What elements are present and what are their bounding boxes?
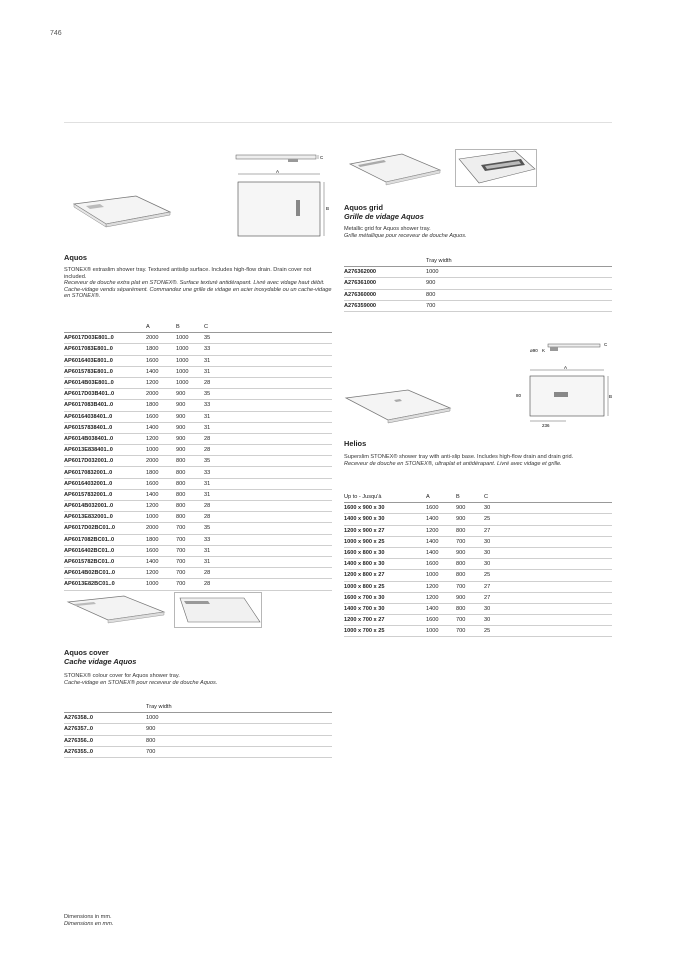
helios-table-cell: 700 [456, 626, 484, 637]
helios-table-cell: 1400 x 800 x 30 [344, 559, 426, 570]
aquos-table-cell: 28 [204, 568, 332, 579]
aquos-grid-col-width: Tray width [426, 256, 612, 267]
footer-fr: Dimensions en mm. [64, 920, 114, 927]
aquos-table-cell: AP6014B02BC01..0 [64, 568, 146, 579]
aquos-table-row [64, 489, 332, 500]
aquos-table-cell: AP6014B038401..0 [64, 433, 146, 444]
aquos-table-cell: 700 [176, 579, 204, 590]
aquos-table-cell: 1400 [146, 422, 176, 433]
aquos-table-cell: 800 [176, 456, 204, 467]
aquos-table-row [64, 579, 332, 590]
aquos-table-cell: 900 [176, 445, 204, 456]
aquos-grid-table [344, 256, 612, 312]
helios-table-cell: 700 [456, 581, 484, 592]
aquos-desc-fr: Receveur de douche extra plat en STONEX®. Surface texturé antidérapant. Livré avec vidage haut débit. Cache-vidage vendu séparément. Commandez une grille de vidage en acier inoxydable ou un cache-vidage en STONEX®. [64, 280, 332, 300]
helios-table-cell: 1200 x 800 x 27 [344, 570, 426, 581]
aquos-table-cell: 35 [204, 523, 332, 534]
helios-table-cell: 30 [484, 547, 612, 558]
aquos-table-cell: 1400 [146, 556, 176, 567]
aquos-cover-desc-en: STONEX® colour cover for Aquos shower tray. [64, 673, 180, 679]
aquos-grid-title-en: Aquos grid [344, 203, 384, 212]
aquos-table-row [64, 545, 332, 556]
helios-table-cell: 30 [484, 615, 612, 626]
aquos-cover-table-header [64, 702, 332, 713]
aquos-table-cell: 28 [204, 445, 332, 456]
aquos-table-cell: AP60157838401..0 [64, 422, 146, 433]
aquos-cover-desc-fr: Cache-vidage en STONEX® pour receveur de douche Aquos. [64, 679, 218, 686]
aquos-table-cell: 1000 [176, 377, 204, 388]
helios-dim-a: A [564, 365, 568, 370]
aquos-grid-table-cell: 800 [426, 289, 612, 300]
aquos-table-cell: 31 [204, 366, 332, 377]
aquos-table-row [64, 478, 332, 489]
helios-table-cell: 30 [484, 503, 612, 514]
aquos-table-cell: 1000 [176, 344, 204, 355]
aquos-table-cell: AP60164032001..0 [64, 478, 146, 489]
aquos-table-cell: 1600 [146, 545, 176, 556]
aquos-cover-table-row [64, 724, 332, 735]
aquos-cover-table-cell: 900 [146, 724, 332, 735]
aquos-table-cell: 2000 [146, 389, 176, 400]
helios-table-row [344, 603, 612, 614]
page-number: 746 [50, 30, 62, 37]
helios-table-row [344, 615, 612, 626]
helios-table-cell: 1000 x 900 x 25 [344, 536, 426, 547]
helios-dim-c: C [604, 342, 608, 347]
helios-col-size: Up to - Jusqu'à [344, 492, 426, 503]
aquos-table-row [64, 344, 332, 355]
helios-table-cell: 800 [456, 559, 484, 570]
helios-table-cell: 1200 [426, 581, 456, 592]
helios-table-cell: 1600 x 900 x 30 [344, 503, 426, 514]
aquos-cover-table-cell: 800 [146, 735, 332, 746]
helios-table-cell: 800 [456, 603, 484, 614]
helios-table-row [344, 514, 612, 525]
aquos-table-cell: AP6017D032001..0 [64, 456, 146, 467]
footer-en: Dimensions in mm. [64, 914, 112, 920]
aquos-table-cell: AP60164038401..0 [64, 411, 146, 422]
aquos-table-cell: 800 [176, 467, 204, 478]
aquos-table-cell: 900 [176, 411, 204, 422]
aquos-table-cell: 31 [204, 489, 332, 500]
aquos-table-row [64, 366, 332, 377]
aquos-cover-section [64, 648, 332, 686]
aquos-table-row [64, 467, 332, 478]
aquos-grid-table-cell: A276362000 [344, 267, 426, 278]
helios-table-cell: 27 [484, 581, 612, 592]
aquos-table-cell: AP6016403E801..0 [64, 355, 146, 366]
helios-table-row [344, 626, 612, 637]
aquos-grid-table-cell: A276361000 [344, 278, 426, 289]
aquos-table-cell: 700 [176, 534, 204, 545]
aquos-table-cell: AP6015783E801..0 [64, 366, 146, 377]
aquos-table-row [64, 523, 332, 534]
aquos-table-cell: AP6017D03E801..0 [64, 333, 146, 344]
aquos-grid-table-row [344, 289, 612, 300]
aquos-table-cell: 31 [204, 411, 332, 422]
aquos-cover-table [64, 702, 332, 758]
helios-table-row [344, 581, 612, 592]
aquos-table-cell: 31 [204, 556, 332, 567]
helios-table-cell: 27 [484, 592, 612, 603]
aquos-table-cell: 1400 [146, 489, 176, 500]
aquos-table-row [64, 534, 332, 545]
helios-table-row [344, 570, 612, 581]
aquos-dim-c: C [320, 155, 324, 160]
aquos-table-cell: 2000 [146, 333, 176, 344]
helios-table-cell: 900 [456, 514, 484, 525]
helios-table-cell: 700 [456, 536, 484, 547]
aquos-table-cell: 1200 [146, 433, 176, 444]
aquos-table-cell: 800 [176, 501, 204, 512]
aquos-table-cell: AP6017D02BC01..0 [64, 523, 146, 534]
helios-table-cell: 1000 x 800 x 25 [344, 581, 426, 592]
aquos-table-cell: 700 [176, 545, 204, 556]
helios-table-row [344, 559, 612, 570]
helios-table-cell: 1200 [426, 592, 456, 603]
aquos-table-cell: AP60157832001..0 [64, 489, 146, 500]
aquos-top-view-diagram [232, 170, 332, 240]
top-divider [64, 122, 612, 123]
aquos-table-cell: 1000 [176, 366, 204, 377]
aquos-table-cell: 1200 [146, 568, 176, 579]
aquos-table-cell: 31 [204, 355, 332, 366]
aquos-table [64, 322, 332, 591]
aquos-grid-table-header [344, 256, 612, 267]
aquos-cover-table-cell: A276355..0 [64, 746, 146, 757]
aquos-grid-table-cell: 900 [426, 278, 612, 289]
aquos-col-c: C [204, 322, 332, 333]
aquos-table-cell: 33 [204, 344, 332, 355]
helios-table-cell: 1400 x 700 x 30 [344, 603, 426, 614]
aquos-table-header [64, 322, 332, 333]
aquos-table-cell: 700 [176, 523, 204, 534]
aquos-table-cell: 900 [176, 433, 204, 444]
helios-table-cell: 1400 x 900 x 30 [344, 514, 426, 525]
aquos-table-cell: 35 [204, 333, 332, 344]
aquos-table-cell: 1800 [146, 467, 176, 478]
aquos-table-cell: AP6017082BC01..0 [64, 534, 146, 545]
aquos-table-cell: 33 [204, 467, 332, 478]
aquos-table-row [64, 355, 332, 366]
helios-table-cell: 25 [484, 514, 612, 525]
aquos-table-cell: 1000 [146, 445, 176, 456]
helios-table-cell: 1400 [426, 536, 456, 547]
helios-table-row [344, 525, 612, 536]
aquos-table-cell: 28 [204, 501, 332, 512]
aquos-table-cell: 31 [204, 478, 332, 489]
helios-dim-diameter: ø90 [530, 348, 538, 353]
helios-desc-en: Superslim STONEX® shower tray with anti-slip base. Includes high-flow drain and drain grid. [344, 454, 574, 460]
aquos-table-cell: 1000 [176, 333, 204, 344]
aquos-table-row [64, 433, 332, 444]
aquos-grid-section [344, 203, 612, 239]
aquos-cover-col-width: Tray width [146, 702, 332, 713]
aquos-table-cell: 1200 [146, 501, 176, 512]
aquos-grid-table-row [344, 267, 612, 278]
aquos-table-cell: 700 [176, 556, 204, 567]
aquos-dim-a: A [276, 169, 280, 174]
helios-title: Helios [344, 439, 367, 448]
helios-table-cell: 1200 [426, 525, 456, 536]
helios-table-cell: 1200 x 900 x 27 [344, 525, 426, 536]
aquos-grid-desc-en: Metallic grid for Aquos shower tray. [344, 226, 431, 232]
helios-table-cell: 800 [456, 525, 484, 536]
aquos-tray-image [66, 192, 176, 232]
aquos-table-cell: 1600 [146, 478, 176, 489]
aquos-cover-title-fr: Cache vidage Aquos [64, 657, 137, 666]
aquos-grid-table-row [344, 300, 612, 311]
aquos-table-cell: 2000 [146, 456, 176, 467]
helios-table-cell: 30 [484, 603, 612, 614]
aquos-table-cell: 1000 [146, 579, 176, 590]
aquos-table-cell: 31 [204, 422, 332, 433]
aquos-cover-table-cell: A276357..0 [64, 724, 146, 735]
aquos-table-row [64, 333, 332, 344]
aquos-table-cell: AP60170832001..0 [64, 467, 146, 478]
aquos-table-cell: 1200 [146, 377, 176, 388]
aquos-table-cell: 2000 [146, 523, 176, 534]
helios-table-cell: 25 [484, 570, 612, 581]
aquos-table-cell: 700 [176, 568, 204, 579]
aquos-table-cell: AP6014B03E801..0 [64, 377, 146, 388]
helios-dim-k: K [542, 348, 546, 353]
helios-table-cell: 1600 x 700 x 30 [344, 592, 426, 603]
aquos-table-cell: 28 [204, 377, 332, 388]
helios-table-cell: 25 [484, 626, 612, 637]
helios-table-cell: 1200 x 700 x 27 [344, 615, 426, 626]
helios-table-row [344, 547, 612, 558]
helios-table-header [344, 492, 612, 503]
aquos-cover-table-cell: 700 [146, 746, 332, 757]
helios-table-cell: 1000 x 700 x 25 [344, 626, 426, 637]
aquos-grid-image-2 [455, 149, 537, 187]
helios-col-c: C [484, 492, 612, 503]
aquos-grid-table-cell: A276360000 [344, 289, 426, 300]
helios-table-cell: 1400 [426, 514, 456, 525]
helios-dim-width: 80 [516, 393, 522, 398]
aquos-grid-table-row [344, 278, 612, 289]
aquos-table-cell: AP6017D03B401..0 [64, 389, 146, 400]
aquos-table-cell: 900 [176, 389, 204, 400]
helios-table-cell: 900 [456, 547, 484, 558]
aquos-table-cell: AP6015782BC01..0 [64, 556, 146, 567]
aquos-cover-table-cell: 1000 [146, 713, 332, 724]
aquos-side-profile-diagram [236, 152, 331, 166]
aquos-table-row [64, 389, 332, 400]
aquos-table-row [64, 377, 332, 388]
helios-section [344, 439, 612, 467]
aquos-table-cell: 900 [176, 422, 204, 433]
helios-table-cell: 27 [484, 525, 612, 536]
helios-table-row [344, 536, 612, 547]
aquos-table-cell: 1600 [146, 355, 176, 366]
helios-table-cell: 30 [484, 536, 612, 547]
helios-table-cell: 900 [456, 592, 484, 603]
helios-table-cell: 1600 [426, 503, 456, 514]
aquos-col-b: B [176, 322, 204, 333]
helios-table-cell: 30 [484, 559, 612, 570]
aquos-table-row [64, 422, 332, 433]
aquos-cover-image-2 [174, 592, 262, 628]
helios-tray-image [342, 386, 454, 426]
aquos-cover-table-cell: A276356..0 [64, 735, 146, 746]
aquos-table-cell: 1000 [146, 512, 176, 523]
aquos-table-cell: 28 [204, 579, 332, 590]
aquos-table-cell: AP6016402BC01..0 [64, 545, 146, 556]
helios-table-row [344, 503, 612, 514]
aquos-grid-title-fr: Grille de vidage Aquos [344, 212, 424, 221]
aquos-table-row [64, 445, 332, 456]
aquos-table-row [64, 400, 332, 411]
helios-table-cell: 900 [456, 503, 484, 514]
helios-table-cell: 1600 x 800 x 30 [344, 547, 426, 558]
aquos-table-cell: 28 [204, 512, 332, 523]
aquos-table-cell: 35 [204, 456, 332, 467]
aquos-col-code [64, 322, 146, 333]
helios-col-a: A [426, 492, 456, 503]
footer-note [64, 914, 113, 928]
aquos-table-row [64, 512, 332, 523]
aquos-table-cell: 1800 [146, 344, 176, 355]
helios-dim-b: B [609, 394, 613, 399]
helios-dim-depth: 236 [542, 423, 550, 428]
helios-table-cell: 800 [456, 570, 484, 581]
helios-table-cell: 700 [456, 615, 484, 626]
aquos-table-cell: 33 [204, 534, 332, 545]
aquos-grid-desc-fr: Grille métallique pour receveur de douche Aquos. [344, 232, 467, 239]
aquos-table-cell: AP6013E838401..0 [64, 445, 146, 456]
helios-table-cell: 1400 [426, 547, 456, 558]
aquos-table-cell: 800 [176, 512, 204, 523]
aquos-table-cell: AP6017083B401..0 [64, 400, 146, 411]
helios-table-cell: 1600 [426, 615, 456, 626]
helios-side-profile-diagram [528, 340, 612, 356]
aquos-table-row [64, 411, 332, 422]
helios-col-b: B [456, 492, 484, 503]
helios-top-view-diagram [514, 366, 612, 428]
aquos-cover-title-en: Aquos cover [64, 648, 109, 657]
aquos-section [64, 253, 332, 300]
aquos-table-cell: 1800 [146, 534, 176, 545]
aquos-table-cell: 1600 [146, 411, 176, 422]
helios-table-cell: 1000 [426, 570, 456, 581]
aquos-table-cell: 800 [176, 478, 204, 489]
aquos-desc-en: STONEX® extraslim shower tray. Textured antislip surface. Includes high-flow drain. Drain cover not included. [64, 267, 312, 280]
helios-table [344, 492, 612, 637]
aquos-table-row [64, 556, 332, 567]
aquos-dim-b: B [326, 206, 330, 211]
aquos-table-cell: AP6014B032001..0 [64, 501, 146, 512]
aquos-table-cell: 35 [204, 389, 332, 400]
helios-desc-fr: Receveur de douche en STONEX®, ultraplat et antidérapant. Livré avec vidage et grille. [344, 460, 562, 467]
aquos-table-row [64, 501, 332, 512]
aquos-table-cell: AP6013E832001..0 [64, 512, 146, 523]
helios-table-cell: 1000 [426, 626, 456, 637]
helios-table-row [344, 592, 612, 603]
aquos-grid-table-cell: A276359000 [344, 300, 426, 311]
aquos-table-cell: AP6013E82BC01..0 [64, 579, 146, 590]
aquos-table-cell: 31 [204, 545, 332, 556]
aquos-cover-table-cell: A276358..0 [64, 713, 146, 724]
aquos-cover-table-row [64, 746, 332, 757]
aquos-col-a: A [146, 322, 176, 333]
aquos-grid-table-cell: 1000 [426, 267, 612, 278]
aquos-table-cell: 28 [204, 433, 332, 444]
aquos-table-cell: 1800 [146, 400, 176, 411]
aquos-cover-table-row [64, 713, 332, 724]
aquos-cover-image-1 [64, 594, 169, 628]
aquos-grid-image-1 [344, 150, 444, 188]
aquos-table-row [64, 456, 332, 467]
aquos-table-cell: 800 [176, 489, 204, 500]
aquos-grid-table-cell: 700 [426, 300, 612, 311]
aquos-table-cell: AP6017083E801..0 [64, 344, 146, 355]
aquos-cover-table-row [64, 735, 332, 746]
aquos-table-cell: 33 [204, 400, 332, 411]
aquos-table-cell: 900 [176, 400, 204, 411]
aquos-table-cell: 1400 [146, 366, 176, 377]
aquos-table-row [64, 568, 332, 579]
aquos-title: Aquos [64, 253, 87, 262]
aquos-table-cell: 1000 [176, 355, 204, 366]
helios-table-cell: 1600 [426, 559, 456, 570]
helios-table-cell: 1400 [426, 603, 456, 614]
